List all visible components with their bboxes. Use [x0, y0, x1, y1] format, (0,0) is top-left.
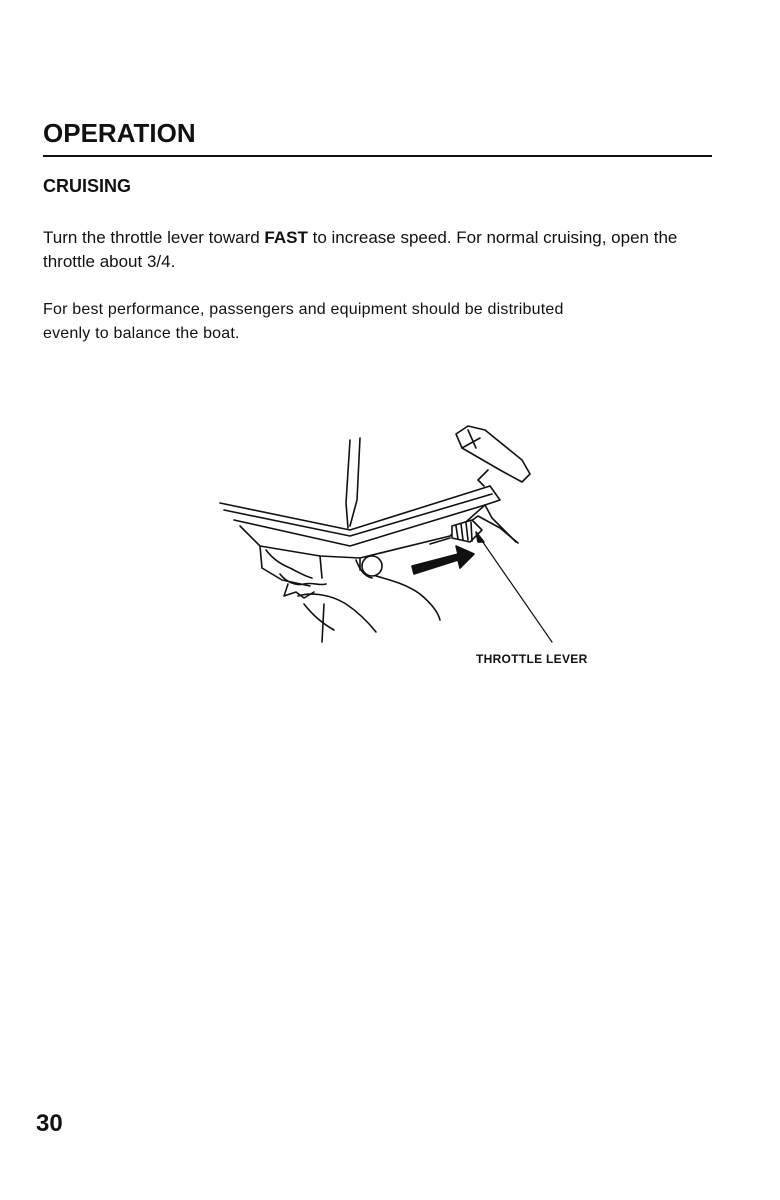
outboard-tiller-throttle-illustration [200, 408, 620, 678]
fast-emphasis: FAST [264, 228, 308, 247]
page-number: 30 [36, 1110, 63, 1137]
throttle-lever-label: THROTTLE LEVER [476, 652, 588, 666]
subsection-title: CRUISING [43, 176, 132, 196]
paragraph-throttle-after: to increase speed. For normal cruising, open the throttle about 3/4. [43, 228, 678, 271]
paragraph-balance-line2: evenly to balance the boat. [43, 325, 240, 342]
section-title: OPERATION [43, 118, 196, 148]
section-divider [43, 155, 712, 157]
paragraph-balance [43, 298, 715, 370]
throttle-figure [200, 408, 620, 678]
paragraph-throttle [43, 226, 715, 274]
paragraph-throttle-before: Turn the throttle lever toward [43, 228, 265, 247]
paragraph-balance-line1: For best performance, passengers and equipment should be distributed [43, 301, 564, 318]
